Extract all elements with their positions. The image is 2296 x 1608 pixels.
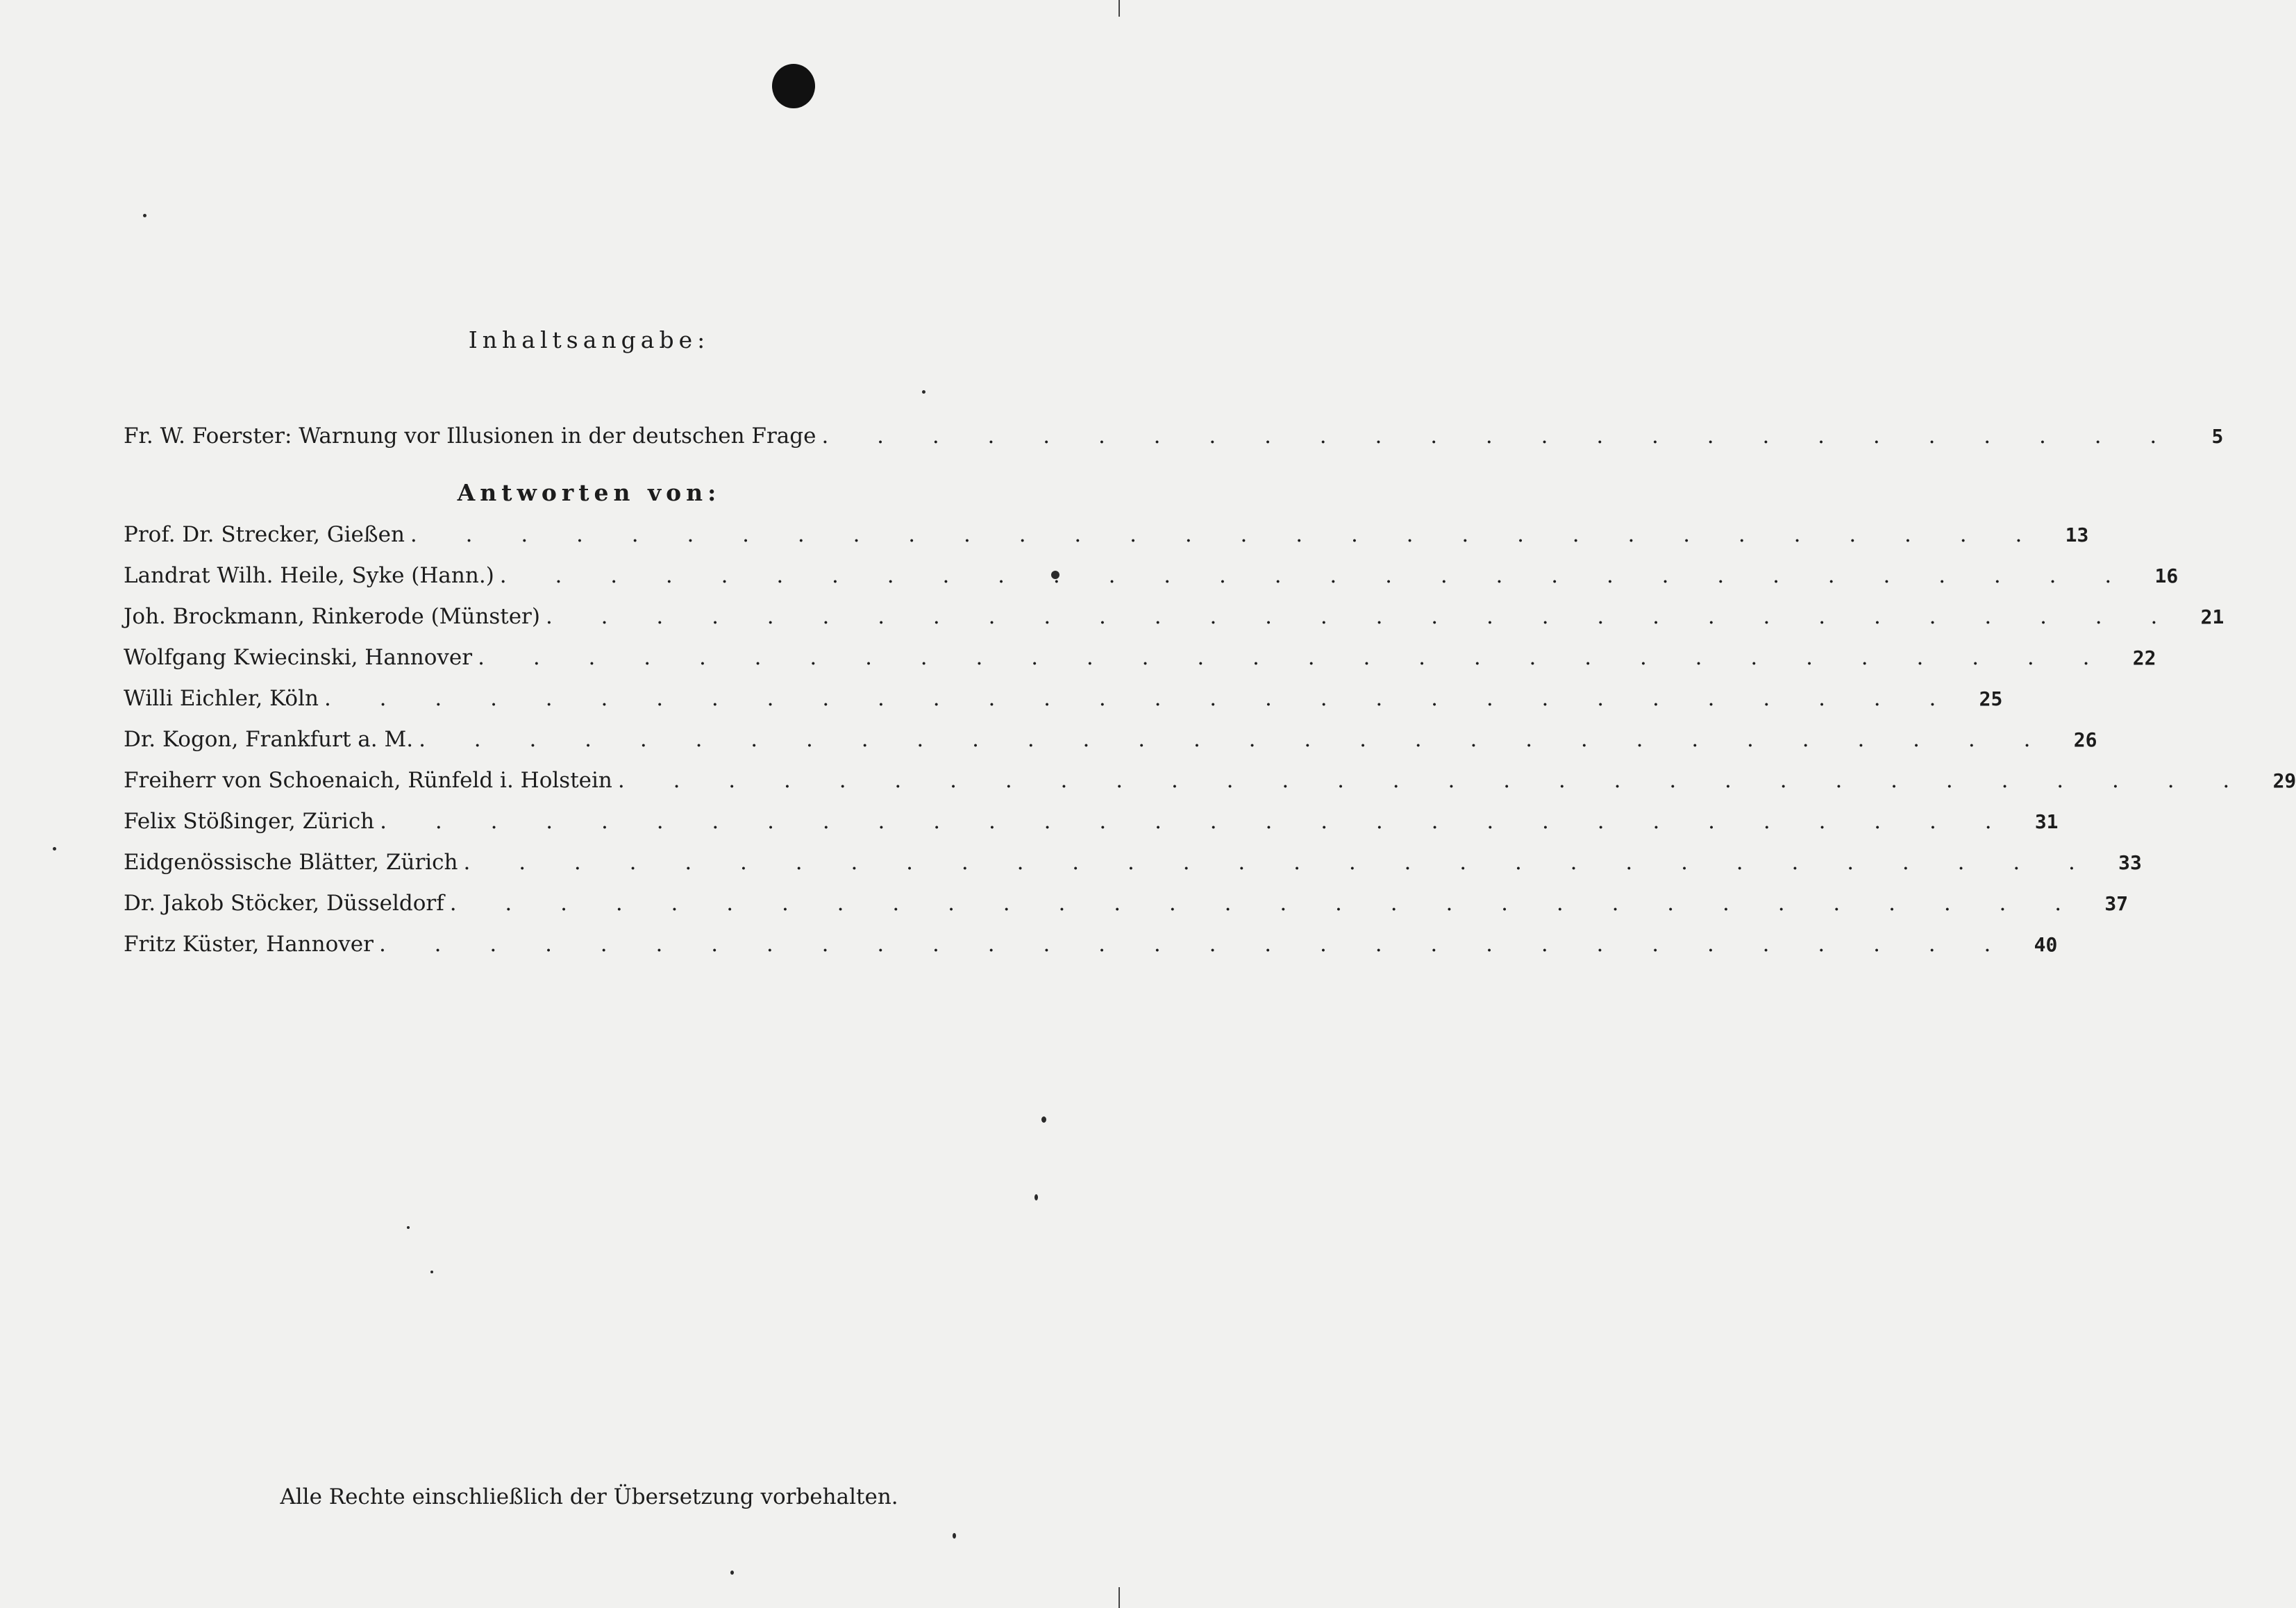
toc-entry-label: Felix Stößinger, Zürich — [124, 809, 375, 834]
scan-speck — [1034, 1194, 1038, 1200]
scan-speck — [730, 1571, 734, 1575]
ink-blot — [772, 64, 815, 108]
scan-speck — [143, 214, 146, 217]
toc-entry-page: 13 — [2065, 524, 2089, 546]
toc-entry — [124, 562, 2179, 590]
toc-entry — [124, 521, 2089, 549]
dot-leader: . . . . . . . . . . . . . . . . . . . . . . . . . . . . . . — [463, 850, 2096, 875]
toc-entry-page: 21 — [2200, 605, 2224, 628]
dot-leader: . . . . . . . . . . . . . . . . . . . . . . . . . . . . . . — [545, 604, 2179, 629]
scan-speck — [1041, 1116, 1046, 1123]
dot-leader: . . . . . . . . . . . . . . . . . . . . . . . . . . . . . . — [617, 768, 2251, 793]
toc-entry-page: 25 — [1979, 687, 2003, 710]
scan-edge-line — [1118, 1587, 1120, 1608]
toc-lead-entry — [124, 422, 2224, 451]
toc-entry-page: 16 — [2154, 564, 2179, 587]
toc-entry-label: Prof. Dr. Strecker, Gießen — [124, 522, 405, 547]
scan-speck — [953, 1533, 956, 1539]
dot-leader: . . . . . . . . . . . . . . . . . . . . . . . . . . . . . . — [380, 809, 2013, 834]
dot-leader: . . . . . . . . . . . . . . . . . . . . . . . . . . . . . . — [419, 727, 2052, 752]
dot-leader: . . . . . . . . . . . . . . . . . . . . . . . . . . . . . . — [499, 563, 2133, 588]
dot-leader: . . . . . . . . . . . . . . . . . . . . . . . . . . . . . . — [378, 932, 2012, 957]
toc-entry — [124, 930, 2058, 959]
toc-entry-label: Landrat Wilh. Heile, Syke (Hann.) — [124, 563, 494, 588]
toc-entry — [124, 848, 2142, 877]
toc-entry-page: 40 — [2034, 933, 2058, 956]
toc-entry-page: 29 — [2272, 769, 2296, 792]
toc-entry-page: 33 — [2118, 851, 2142, 874]
toc-entry — [124, 807, 2059, 836]
toc-entry-label: Eidgenössische Blätter, Zürich — [124, 850, 458, 875]
dot-leader: . . . . . . . . . . . . . . . . . . . . . . . . . . . . . . — [324, 686, 1957, 711]
toc-entry — [124, 644, 2156, 672]
toc-subheading: Antworten von: — [457, 479, 721, 506]
scan-edge-line — [1118, 0, 1120, 17]
dot-leader: . . . . . . . . . . . . . . . . . . . . . . . . . . . . . . — [478, 645, 2111, 670]
toc-entry-label: Freiherr von Schoenaich, Rünfeld i. Holstein — [124, 768, 612, 793]
toc-entry-page: 5 — [2211, 425, 2224, 448]
toc-entry-label: Fritz Küster, Hannover — [124, 932, 374, 957]
toc-entry-label: Willi Eichler, Köln — [124, 686, 319, 711]
toc-entry — [124, 726, 2097, 754]
toc-entry-page: 26 — [2073, 728, 2097, 751]
dot-leader: . . . . . . . . . . . . . . . . . . . . . . . . . . . . . . — [449, 891, 2083, 916]
toc-entry-page: 22 — [2132, 646, 2156, 669]
toc-entry-page: 31 — [2034, 810, 2059, 833]
dot-leader: . . . . . . . . . . . . . . . . . . . . . . . . . . . . . . — [410, 522, 2043, 547]
toc-entry-label: Dr. Kogon, Frankfurt a. M. — [124, 727, 414, 752]
scan-speck — [407, 1226, 410, 1229]
scan-speck — [53, 847, 56, 851]
toc-entry-page: 37 — [2104, 892, 2129, 915]
dot-leader: . . . . . . . . . . . . . . . . . . . . . . . . . — [821, 424, 2178, 449]
toc-entry — [124, 685, 2003, 713]
scan-speck — [430, 1271, 433, 1273]
rights-notice: Alle Rechte einschließlich der Übersetzung vorbehalten. — [280, 1484, 898, 1509]
toc-entry — [124, 767, 2296, 795]
toc-entry-label: Wolfgang Kwiecinski, Hannover — [124, 645, 473, 670]
scan-speck — [922, 390, 925, 394]
toc-entry — [124, 889, 2129, 918]
toc-entry — [124, 603, 2224, 631]
toc-entry-label: Fr. W. Foerster: Warnung vor Illusionen in der deutschen Frage — [124, 424, 816, 449]
toc-title: Inhaltsangabe: — [468, 326, 710, 353]
toc-entry-label: Joh. Brockmann, Rinkerode (Münster) — [124, 604, 540, 629]
toc-entry-label: Dr. Jakob Stöcker, Düsseldorf — [124, 891, 444, 916]
